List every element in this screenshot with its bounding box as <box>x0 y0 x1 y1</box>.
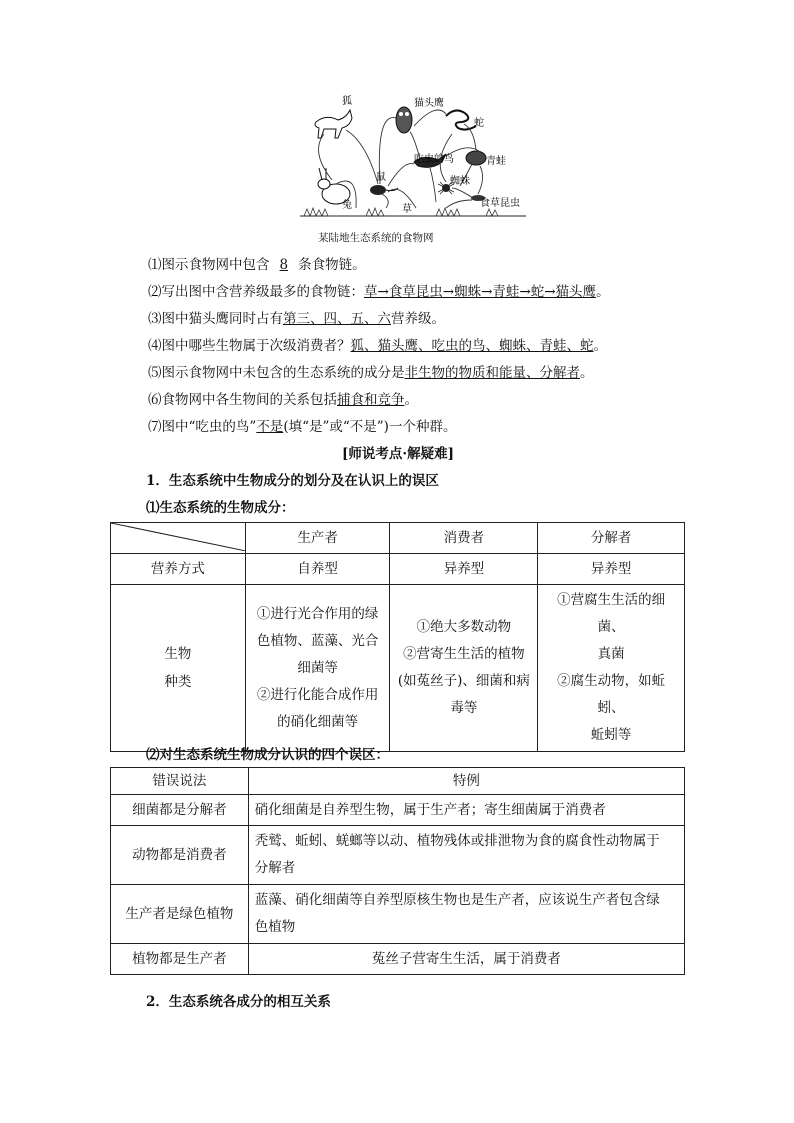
question-7: ⑺图中“吃虫的鸟”不是(填“是”或“不是”)一个种群。 <box>148 419 457 435</box>
biological-components-table <box>110 522 685 752</box>
frog-label: 青蛙 <box>486 156 506 167</box>
bird-label: 吃虫的鸟 <box>414 154 454 165</box>
owl-label: 猫头鹰 <box>414 98 444 109</box>
rabbit-label: 兔 <box>342 200 352 211</box>
wrong-2: 动物都是消费者 <box>111 826 249 885</box>
question-1: ⑴图示食物网中包含 8 条食物链。 <box>148 257 366 273</box>
head-example: 特例 <box>248 768 684 795</box>
mouse-label: 鼠 <box>376 172 386 183</box>
col-decomposer: 分解者 <box>538 523 685 554</box>
wrong-1: 细菌都是分解者 <box>111 795 249 826</box>
sub-1-title: ⑴生态系统的生物成分： <box>146 500 295 516</box>
question-3: ⑶图中猫头鹰同时占有第三、四、五、六营养级。 <box>148 311 445 327</box>
misconceptions-table <box>110 767 685 975</box>
example-3: 蓝藻、硝化细菌等自养型原核生物也是生产者，应该说生产者包含绿 色植物 <box>248 885 684 944</box>
consumer-nutrition: 异养型 <box>390 554 538 585</box>
point-2-title: 2．生态系统各成分的相互关系 <box>146 994 331 1010</box>
diagonal-line <box>111 523 246 551</box>
col-consumer: 消费者 <box>390 523 538 554</box>
wrong-3: 生产者是绿色植物 <box>111 885 249 944</box>
spider-label: 蜘蛛 <box>450 176 470 187</box>
snake-label: 蛇 <box>474 118 484 129</box>
diagonal-header-cell <box>111 523 246 554</box>
row-nutrition-label: 营养方式 <box>111 554 246 585</box>
section-header: [师说考点·解疑难] <box>342 446 454 462</box>
fox-label: 狐 <box>342 96 352 107</box>
col-producer: 生产者 <box>245 523 390 554</box>
figure-caption: 某陆地生态系统的食物网 <box>318 232 434 244</box>
food-web-diagram <box>296 92 532 228</box>
grass-label: 草 <box>402 204 412 215</box>
point-1-title: 1．生态系统中生物成分的划分及在认识上的误区 <box>146 473 439 489</box>
sub-2-title: ⑵对生态系统生物成分认识的四个误区： <box>146 747 389 763</box>
example-4: 菟丝子营寄生生活，属于消费者 <box>248 944 684 975</box>
food-web-figure <box>296 92 532 228</box>
decomposer-species: ①营腐生生活的细菌、 真菌 ②腐生动物，如蚯蚓、 蚯蚓等 <box>538 585 685 752</box>
question-2: ⑵写出图中含营养级最多的食物链：草→食草昆虫→蜘蛛→青蛙→蛇→猫头鹰。 <box>148 284 610 300</box>
insect-label: 食草昆虫 <box>480 198 520 209</box>
wrong-4: 植物都是生产者 <box>111 944 249 975</box>
head-wrong: 错误说法 <box>111 768 249 795</box>
producer-species: ①进行光合作用的绿 色植物、蓝藻、光合 细菌等 ②进行化能合成作用 的硝化细菌等 <box>245 585 390 752</box>
example-2: 秃鹫、蚯蚓、蜣螂等以动、植物残体或排泄物为食的腐食性动物属于 分解者 <box>248 826 684 885</box>
example-1: 硝化细菌是自养型生物，属于生产者；寄生细菌属于消费者 <box>248 795 684 826</box>
row-species-label: 生物 种类 <box>111 585 246 752</box>
producer-nutrition: 自养型 <box>245 554 390 585</box>
question-4: ⑷图中哪些生物属于次级消费者？狐、猫头鹰、吃虫的鸟、蜘蛛、青蛙、蛇。 <box>148 338 607 354</box>
consumer-species: ①绝大多数动物 ②营寄生生活的植物 (如菟丝子)、细菌和病 毒等 <box>390 585 538 752</box>
question-5: ⑸图示食物网中未包含的生态系统的成分是非生物的物质和能量、分解者。 <box>148 365 594 381</box>
question-6: ⑹食物网中各生物间的关系包括捕食和竞争。 <box>148 392 418 408</box>
decomposer-nutrition: 异养型 <box>538 554 685 585</box>
